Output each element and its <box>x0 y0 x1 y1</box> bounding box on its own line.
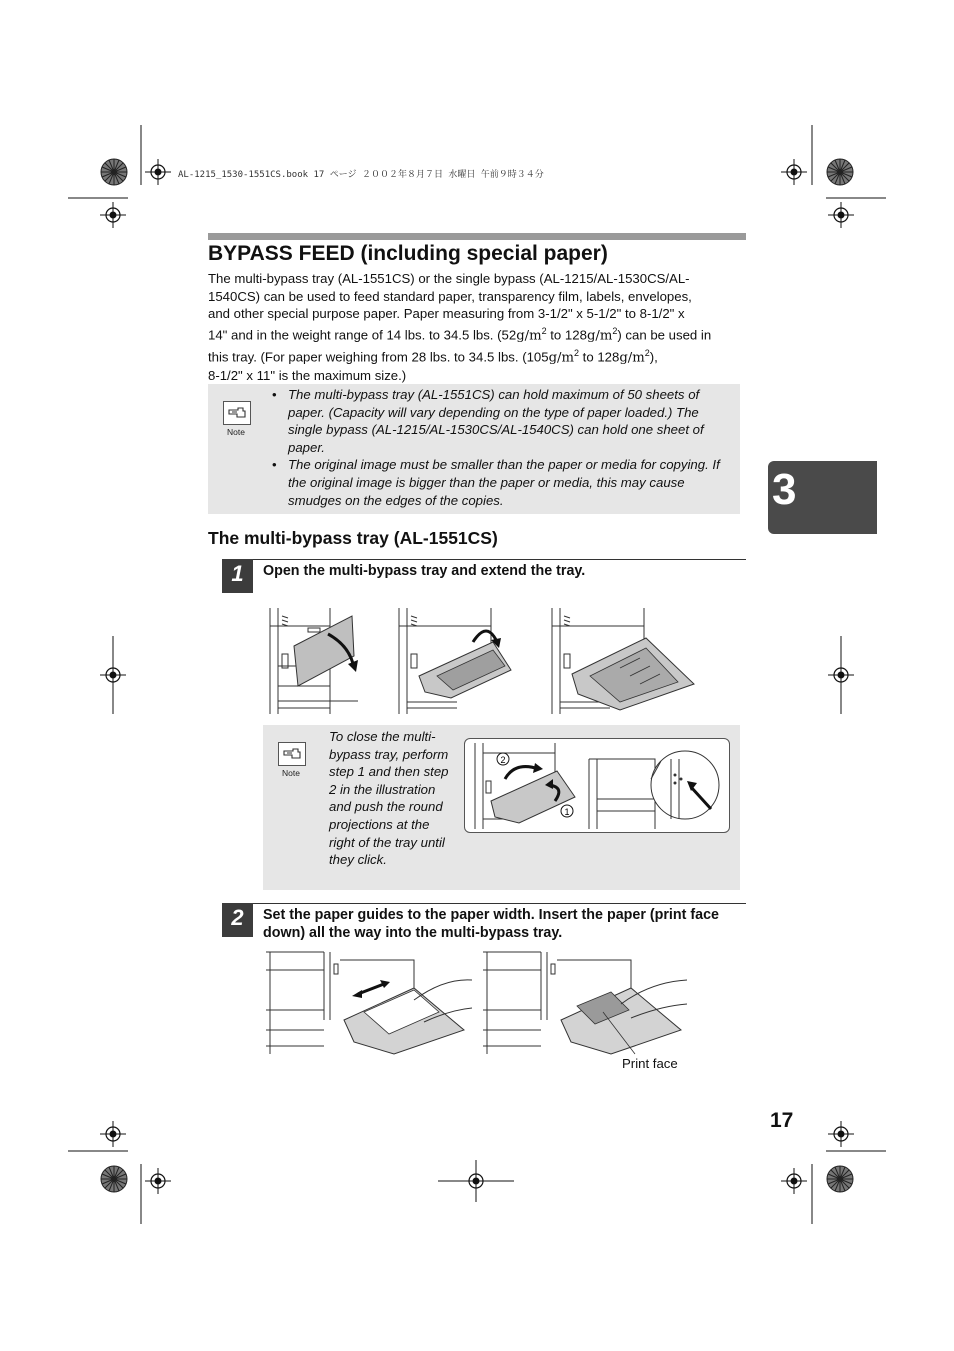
crosshair-target-icon <box>828 202 854 228</box>
section-rule <box>222 559 746 560</box>
note-item: • The multi-bypass tray (AL-1551CS) can hold maximum of 50 sheets of paper. (Capacity will vary depending on the type of paper loaded.) The single bypass (AL-1215/AL-1530CS/AL-1540CS) can hold one sheet of paper. <box>272 386 732 456</box>
illustration-set-paper-guides <box>264 950 474 1056</box>
section-heading: The multi-bypass tray (AL-1551CS) <box>208 528 498 548</box>
illustration-tray-extended <box>550 606 696 716</box>
print-face-label: Print face <box>622 1056 678 1071</box>
intro-line: 1540CS) can be used to feed standard paper, transparency film, labels, envelopes, <box>208 288 692 304</box>
intro-line: this tray. (For paper weighing from 28 lbs. to 34.5 lbs. ($105g/m^2$ to $128g/m^2$), <box>208 347 658 366</box>
chapter-tab <box>768 461 877 534</box>
crosshair-target-icon <box>100 1121 126 1147</box>
crosshair-target-icon <box>145 159 171 185</box>
color-registration-wheel-icon <box>101 159 127 185</box>
page-title: BYPASS FEED (including special paper) <box>208 242 608 265</box>
intro-line: 14" and in the weight range of 14 lbs. to 34.5 lbs. ($52g/m^2$ to $128g/m^2$) can be used in <box>208 325 712 344</box>
note-list <box>272 386 732 509</box>
pointing-hand-note-icon <box>278 742 306 766</box>
crosshair-target-icon <box>781 1168 807 1194</box>
note-box <box>208 384 740 514</box>
color-registration-wheel-icon <box>827 1166 853 1192</box>
crosshair-target-icon <box>828 1121 854 1147</box>
illustration-open-tray <box>268 606 364 716</box>
intro-paragraph <box>208 270 746 384</box>
note-box <box>263 725 740 890</box>
step-number: 1 <box>222 559 253 593</box>
crosshair-target-icon <box>145 1168 171 1194</box>
illustration-close-tray <box>464 738 730 833</box>
file-header: AL-1215_1530-1551CS.book 17 ページ ２００２年８月７日 水曜日 午前９時３４分 <box>178 170 544 180</box>
illustration-insert-paper <box>481 950 691 1056</box>
callout-2: 2 <box>500 755 506 765</box>
illustration-extend-tray <box>397 606 515 716</box>
step-text: Open the multi-bypass tray and extend the tray. <box>263 563 586 579</box>
intro-line: 8-1/2" x 11" is the maximum size.) <box>208 367 407 383</box>
callout-1: 1 <box>564 807 570 817</box>
intro-line: The multi-bypass tray (AL-1551CS) or the single bypass (AL-1215/AL-1530CS/AL- <box>208 271 690 286</box>
crosshair-target-icon <box>100 202 126 228</box>
note-label: Note <box>282 768 300 778</box>
color-registration-wheel-icon <box>827 159 853 185</box>
note-item: • The original image must be smaller than the paper or media for copying. If the original image is bigger than the paper or media, this may cause smudges on the edges of the copies. <box>272 456 732 509</box>
step-rule <box>222 903 746 904</box>
crosshair-target-icon <box>781 159 807 185</box>
page-number: 17 <box>770 1109 794 1132</box>
title-rule <box>208 233 746 240</box>
chapter-number: 3 <box>772 465 797 514</box>
step-number: 2 <box>222 903 253 937</box>
intro-line: and other special purpose paper. Paper measuring from 3-1/2" x 5-1/2" to 8-1/2" x <box>208 306 685 322</box>
pointing-hand-note-icon <box>223 401 251 425</box>
step-text: Set the paper guides to the paper width. Insert the paper (print face down) all the way into the multi-bypass tray. <box>263 907 719 941</box>
note-label: Note <box>227 427 245 437</box>
note-text: To close the multi-bypass tray, perform step 1 and then step 2 in the illustration and push the round projections at the right of the tray until they click. <box>329 729 449 868</box>
color-registration-wheel-icon <box>101 1166 127 1192</box>
